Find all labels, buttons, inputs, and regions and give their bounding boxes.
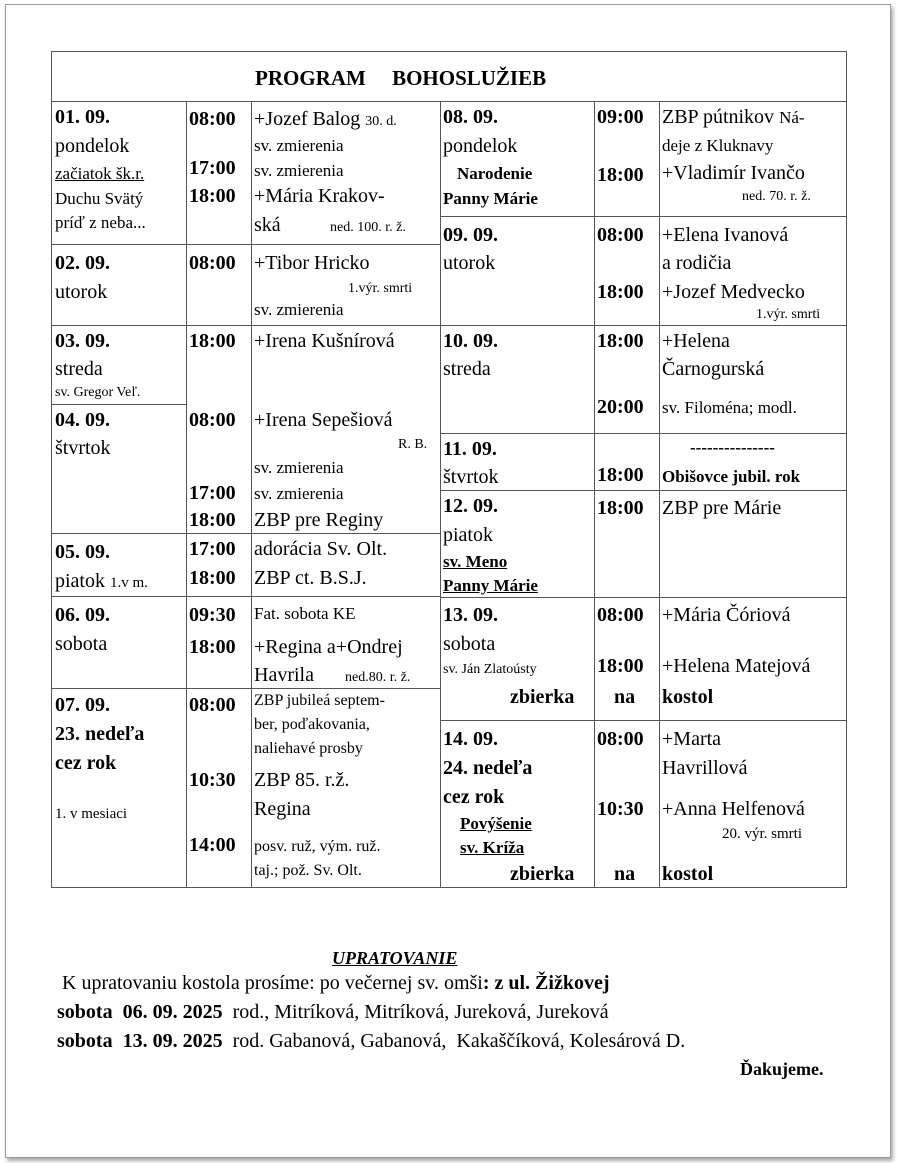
time: 18:00 [597, 330, 644, 352]
note: príď z neba... [55, 213, 146, 232]
note: začiatok šk.r. [55, 164, 145, 183]
intention: Havrillová [662, 757, 748, 779]
intention-note: 1.výr. smrti [756, 307, 821, 322]
intention: +Mária Čóriová [662, 604, 791, 626]
weekday: utorok [55, 281, 108, 303]
time: 18:00 [189, 185, 236, 207]
weekday: piatok [443, 524, 493, 546]
time: 18:00 [597, 497, 644, 519]
time: 17:00 [189, 538, 236, 560]
time: 10:30 [597, 798, 644, 820]
intention: +Helena Matejová [662, 655, 811, 677]
cleaning-names: rod., Mitríková, Mitríková, Jureková, Jureková [232, 1001, 609, 1023]
feast: sv. Meno [443, 552, 508, 571]
intention: +Mária Krakov- [254, 185, 385, 207]
feast: sv. Kríža [460, 838, 525, 857]
intention: +Vladimír Ivančo [662, 162, 805, 184]
intention: +Anna Helfenová [662, 798, 805, 820]
date: 05. 09. [55, 541, 110, 563]
intention: +Helena [662, 330, 730, 352]
weekday [55, 570, 148, 593]
feast: Narodenie [457, 164, 533, 183]
date: 09. 09. [443, 224, 498, 246]
date: 07. 09. [55, 694, 110, 716]
intention: Obišovce jubil. rok [662, 467, 801, 486]
cleaning-intro [62, 972, 610, 995]
date: 10. 09. [443, 330, 498, 352]
thanks: Ďakujeme. [740, 1059, 824, 1079]
intention: taj.; pož. Sv. Olt. [254, 862, 362, 879]
time: 08:00 [189, 108, 236, 130]
time: 18:00 [597, 164, 644, 186]
weekday: štvrtok [55, 437, 111, 459]
intention-note: 1.výr. smrti [348, 281, 413, 296]
collection: zbierka [510, 863, 575, 885]
intention: +Irena Sepešiová [254, 409, 393, 431]
intention: +Elena Ivanová [662, 224, 789, 246]
time: 10:30 [189, 769, 236, 791]
intention: Fat. sobota KE [254, 604, 356, 623]
time: 08:00 [597, 604, 644, 626]
intention: sv. zmierenia [254, 300, 344, 319]
weekday: streda [55, 358, 103, 380]
weekday: štvrtok [443, 466, 499, 488]
intention: ZBP pre Márie [662, 497, 782, 519]
intention-note: ned.80. r. ž. [345, 670, 411, 685]
time: 08:00 [189, 409, 236, 431]
weekday-text: piatok [55, 570, 105, 592]
weekday: 23. nedeľa [55, 723, 145, 745]
note: sv. Ján Zlatoústy [443, 662, 537, 677]
date: 11. 09. [443, 438, 497, 460]
intention-note: ned. 100. r. ž. [330, 220, 406, 235]
date: 01. 09. [55, 106, 110, 128]
page-title: PROGRAM BOHOSLUŽIEB [255, 66, 547, 90]
cleaning-intro-text: K upratovaniu kostola prosíme: po večernej sv. omši [62, 972, 483, 994]
weekday: cez rok [55, 752, 117, 774]
intention: sv. zmierenia [254, 136, 344, 155]
intention: a rodičia [662, 252, 732, 274]
note: 1.v m. [110, 575, 148, 591]
intention-note: 30. d. [365, 114, 397, 129]
time: 18:00 [189, 509, 236, 531]
date: 08. 09. [443, 106, 498, 128]
intention-text: ZBP pútnikov [662, 106, 775, 128]
collection: na [614, 686, 636, 708]
date: 03. 09. [55, 330, 110, 352]
intention: ZBP 85. r.ž. [254, 769, 350, 791]
intention: sv. zmierenia [254, 484, 344, 503]
time: 08:00 [597, 224, 644, 246]
date: 14. 09. [443, 728, 498, 750]
intention: sv. zmierenia [254, 458, 344, 477]
note: 1. v mesiaci [55, 806, 128, 822]
time: 17:00 [189, 157, 236, 179]
time: 08:00 [597, 728, 644, 750]
collection: na [614, 863, 636, 885]
time: 09:00 [597, 106, 644, 128]
feast: Povýšenie [460, 814, 532, 833]
intention: +Tibor Hricko [254, 252, 370, 274]
collection: kostol [662, 686, 714, 708]
time: 18:00 [189, 567, 236, 589]
weekday: cez rok [443, 786, 505, 808]
cleaning-street: : z ul. Žižkovej [482, 972, 610, 994]
intention: adorácia Sv. Olt. [254, 538, 388, 560]
intention: Regina [254, 798, 311, 820]
intention [662, 106, 805, 129]
date: 12. 09. [443, 495, 498, 517]
intention-note: R. B. [398, 437, 428, 452]
intention: deje z Kluknavy [662, 136, 774, 155]
weekday: streda [443, 358, 491, 380]
time: 18:00 [597, 464, 644, 486]
note: Duchu Svätý [55, 189, 144, 208]
intention: posv. ruž, vým. ruž. [254, 838, 381, 855]
date: 02. 09. [55, 252, 110, 274]
intention: +Marta [662, 728, 722, 750]
time: 14:00 [189, 834, 236, 856]
time: 20:00 [597, 396, 644, 418]
weekday: sobota [55, 633, 108, 655]
collection: kostol [662, 863, 714, 885]
date: 13. 09. [443, 604, 498, 626]
intention: ZBP jubileá septem- [254, 692, 385, 709]
time: 08:00 [189, 252, 236, 274]
intention: +Regina a+Ondrej [254, 636, 403, 658]
time: 17:00 [189, 482, 236, 504]
weekday: pondelok [443, 135, 518, 157]
intention-note: 20. výr. smrti [722, 826, 803, 842]
cleaning-date: sobota 13. 09. 2025 [57, 1030, 223, 1052]
intention-text: +Jozef Balog [254, 108, 361, 130]
intention: Čarnogurská [662, 358, 765, 380]
cleaning-date: sobota 06. 09. 2025 [57, 1001, 223, 1023]
intention-note: ned. 70. r. ž. [742, 189, 811, 204]
time: 18:00 [189, 636, 236, 658]
cleaning-row [57, 1001, 609, 1024]
intention: --------------- [690, 438, 775, 457]
intention [254, 108, 397, 131]
time: 09:30 [189, 604, 236, 626]
date: 04. 09. [55, 409, 110, 431]
cleaning-row [57, 1030, 685, 1053]
time: 18:00 [597, 655, 644, 677]
intention: ber, poďakovania, [254, 716, 370, 733]
time: 18:00 [597, 281, 644, 303]
intention: sv. Filoména; modl. [662, 398, 797, 417]
cleaning-heading: UPRATOVANIE [332, 948, 458, 968]
intention: ZBP ct. B.S.J. [254, 567, 367, 589]
intention: sv. zmierenia [254, 161, 344, 180]
feast: Panny Márie [443, 189, 538, 208]
time: 18:00 [189, 330, 236, 352]
time: 08:00 [189, 694, 236, 716]
intention: ZBP pre Reginy [254, 509, 384, 531]
intention: ská [254, 214, 281, 236]
weekday: pondelok [55, 135, 130, 157]
weekday: utorok [443, 252, 496, 274]
note: sv. Gregor Veľ. [55, 385, 141, 400]
weekday: sobota [443, 633, 496, 655]
weekday: 24. nedeľa [443, 757, 533, 779]
date: 06. 09. [55, 604, 110, 626]
intention: +Irena Kušnírová [254, 330, 395, 352]
intention: Havrila [254, 664, 314, 686]
intention-note: Ná- [779, 108, 805, 127]
feast: Panny Márie [443, 576, 538, 595]
cleaning-names: rod. Gabanová, Gabanová, Kakaščíková, Kolesárová D. [232, 1030, 686, 1052]
intention: naliehavé prosby [254, 740, 363, 757]
intention: +Jozef Medvecko [662, 281, 805, 303]
collection: zbierka [510, 686, 575, 708]
